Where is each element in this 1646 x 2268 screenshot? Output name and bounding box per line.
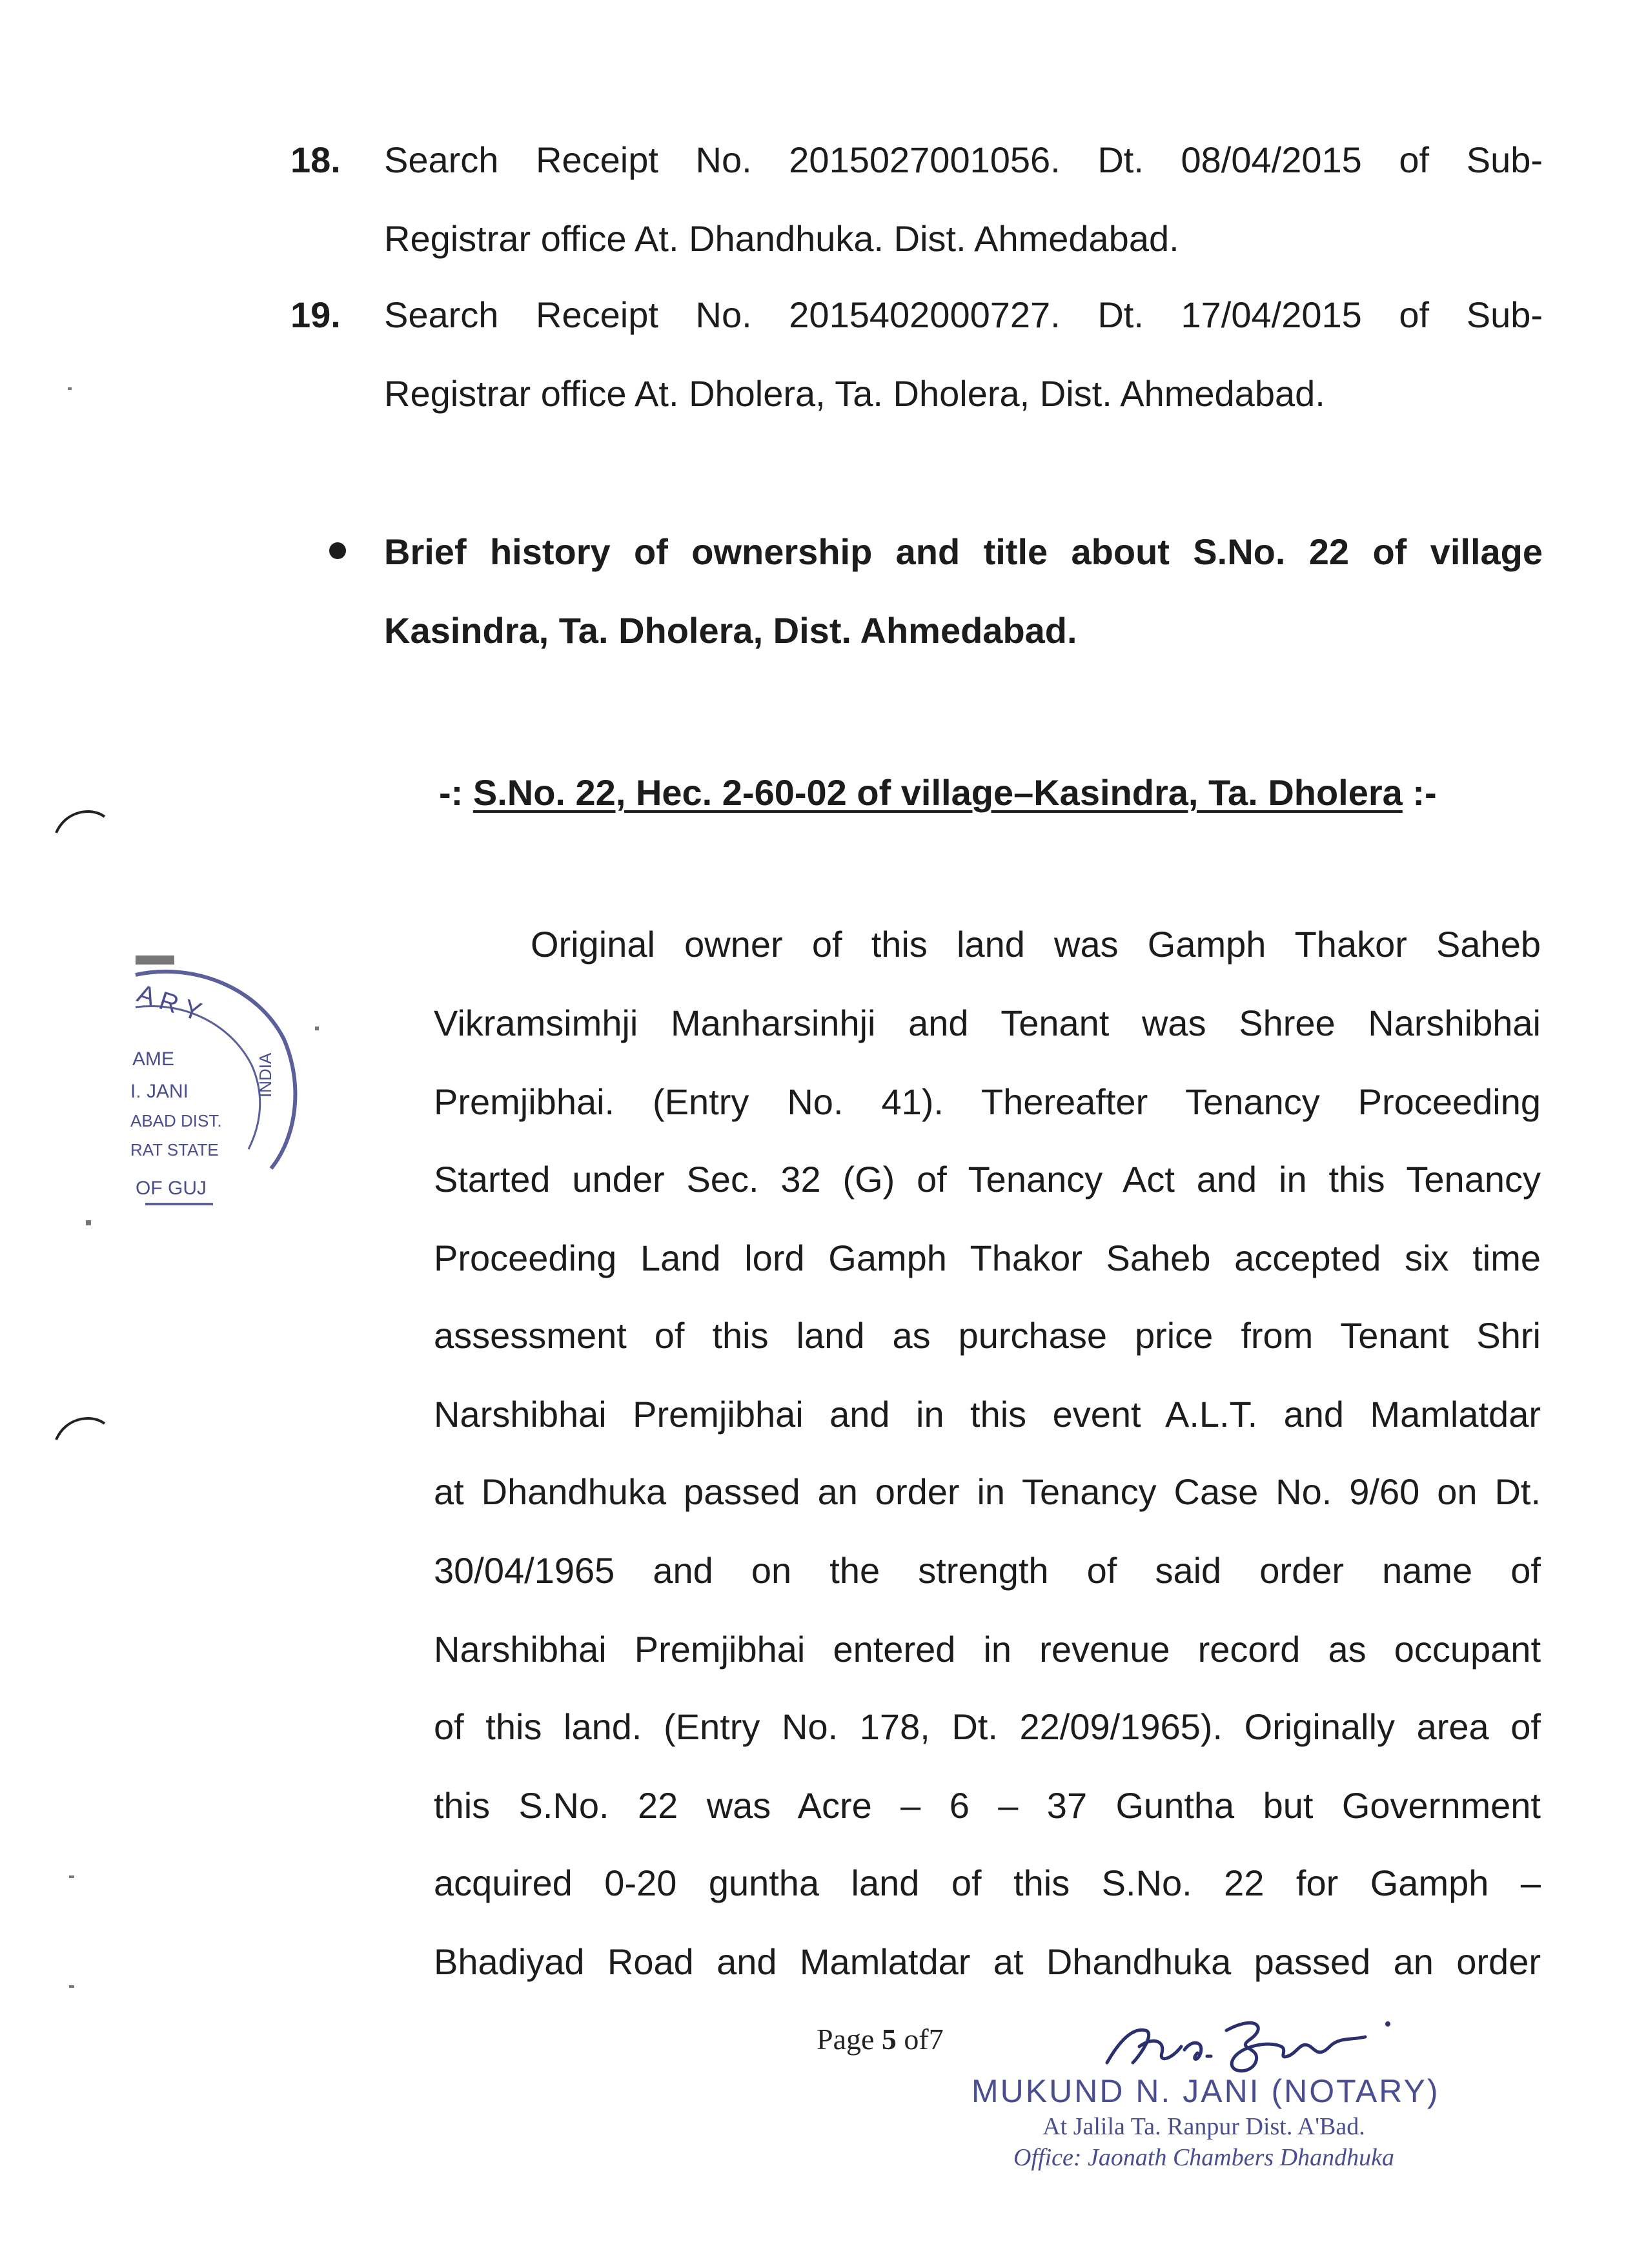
page-number: Page 5 of7 [817, 2023, 944, 2056]
section-title-suffix: :- [1402, 772, 1437, 813]
paragraph-line: Bhadiyad Road and Mamlatdar at Dhandhuka passed an order [434, 1941, 1541, 1982]
item-text-line-2: Registrar office At. Dhandhuka. Dist. Ahmedabad. [384, 218, 1179, 259]
paragraph-line: Started under Sec. 32 (G) of Tenancy Act and in this Tenancy [434, 1159, 1541, 1200]
section-title-prefix: -: [439, 772, 473, 813]
paragraph-line: at Dhandhuka passed an order in Tenancy Case No. 9/60 on Dt. [434, 1471, 1541, 1512]
paragraph-line: Narshibhai Premjibhai entered in revenue record as occupant [434, 1629, 1541, 1670]
paragraph-line: acquired 0-20 guntha land of this S.No. 22 for Gamph – [434, 1863, 1541, 1903]
paragraph-line: Vikramsimhji Manharsinhji and Tenant was Shree Narshibhai [434, 1003, 1541, 1043]
history-heading-line-1: Brief history of ownership and title about S.No. 22 of village [384, 531, 1543, 572]
notary-stamp [971, 2072, 1440, 2172]
punch-hole-mark [53, 804, 111, 836]
item-text-line-2: Registrar office At. Dholera, Ta. Dholera, Dist. Ahmedabad. [384, 373, 1325, 414]
svg-text:I. JANI: I. JANI [130, 1081, 189, 1102]
item-number: 19. [290, 294, 341, 335]
svg-text:ABAD DIST.: ABAD DIST. [130, 1111, 222, 1130]
round-seal-stamp [97, 955, 303, 1265]
svg-text:A R Y: A R Y [134, 979, 205, 1027]
svg-text:RAT STATE: RAT STATE [130, 1140, 219, 1160]
item-number: 18. [290, 139, 341, 180]
scan-speck [86, 1220, 91, 1225]
paragraph-line: Narshibhai Premjibhai and in this event A.L.T. and Mamlatdar [434, 1394, 1541, 1435]
paragraph-line: Premjibhai. (Entry No. 41). Thereafter Tenancy Proceeding [434, 1081, 1541, 1122]
section-title-text: S.No. 22, Hec. 2-60-02 of village–Kasindra, Ta. Dholera [472, 772, 1403, 813]
notary-name: MUKUND N. JANI (NOTARY) [971, 2073, 1440, 2109]
scan-speck [315, 1027, 319, 1030]
scan-speck [69, 1875, 74, 1878]
svg-text:AME: AME [132, 1048, 175, 1070]
punch-hole-mark [53, 1411, 111, 1443]
handwritten-signature [1094, 2001, 1404, 2079]
paragraph-line: of this land. (Entry No. 178, Dt. 22/09/1965). Originally area of [434, 1706, 1541, 1747]
section-title [439, 771, 1437, 813]
paragraph-line: Proceeding Land lord Gamph Thakor Saheb accepted six time [434, 1238, 1541, 1278]
notary-office: Office: Jaonath Chambers Dhandhuka [1013, 2144, 1394, 2171]
svg-text:OF GUJ: OF GUJ [136, 1178, 207, 1199]
paragraph-line: Original owner of this land was Gamph Thakor Saheb [531, 924, 1541, 965]
item-text-line-1: Search Receipt No. 2015027001056. Dt. 08/04/2015 of Sub- [384, 139, 1543, 180]
paragraph-line: this S.No. 22 was Acre – 6 – 37 Guntha but Government [434, 1785, 1541, 1826]
paragraph-line: assessment of this land as purchase price from Tenant Shri [434, 1315, 1541, 1356]
paragraph-line: 30/04/1965 and on the strength of said order name of [434, 1550, 1541, 1591]
item-text-line-1: Search Receipt No. 2015402000727. Dt. 17/04/2015 of Sub- [384, 294, 1543, 335]
svg-text:INDIA: INDIA [256, 1052, 275, 1098]
bullet-icon [329, 542, 346, 559]
scan-speck [68, 387, 72, 390]
history-heading-line-2: Kasindra, Ta. Dholera, Dist. Ahmedabad. [384, 610, 1077, 651]
notary-address: At Jalila Ta. Ranpur Dist. A'Bad. [1042, 2113, 1365, 2140]
scan-speck [69, 1985, 74, 1988]
